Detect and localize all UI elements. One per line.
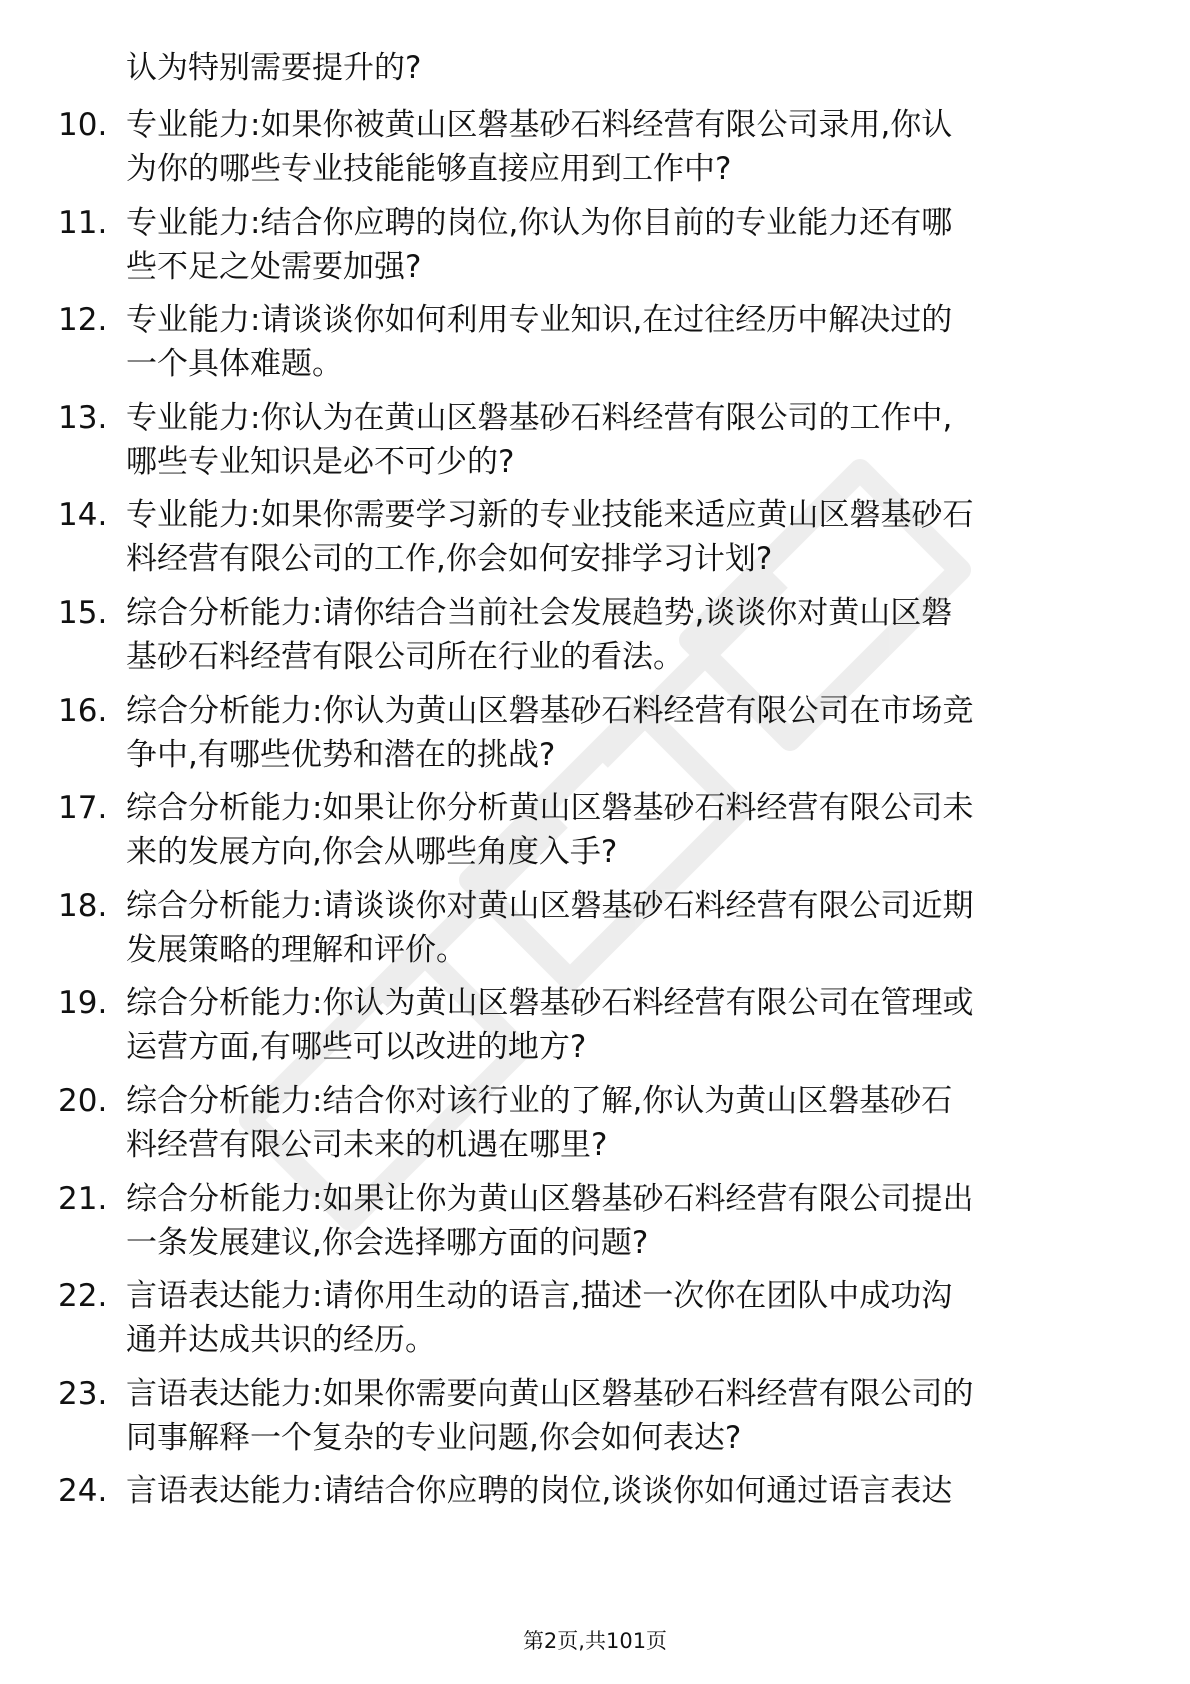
question-item [0,1372,1190,1470]
question-number: 18. [58,887,108,924]
question-line: 通并达成共识的经历。 [126,1322,436,1359]
question-line: 发展策略的理解和评价。 [126,931,467,968]
question-text [126,981,1136,1069]
question-line: 料经营有限公司未来的机遇在哪里? [126,1126,608,1163]
question-line: 哪些专业知识是必不可少的? [126,443,515,480]
question-number: 22. [58,1278,108,1315]
question-line: 综合分析能力:你认为黄山区磐基砂石料经营有限公司在市场竞 [126,692,974,729]
question-line: 一个具体难题。 [126,346,343,383]
question-text [126,201,1136,289]
question-item [0,884,1190,982]
question-number: 16. [58,692,108,729]
question-line: 同事解释一个复杂的专业问题,你会如何表达? [126,1419,742,1456]
question-item [0,786,1190,884]
question-number: 10. [58,107,108,143]
question-number: 13. [58,399,108,436]
question-line: 综合分析能力:如果让你分析黄山区磐基砂石料经营有限公司未 [126,790,974,827]
question-line: 些不足之处需要加强? [126,248,422,285]
question-item [0,1177,1190,1275]
question-line: 为你的哪些专业技能能够直接应用到工作中? [126,151,732,187]
question-text [126,493,1136,581]
question-text [126,103,1136,191]
question-line: 综合分析能力:请你结合当前社会发展趋势,谈谈你对黄山区磐 [126,594,953,631]
question-number: 15. [58,594,108,631]
question-line: 专业能力:如果你被黄山区磐基砂石料经营有限公司录用,你认 [126,107,953,143]
question-item [0,1469,1190,1567]
question-line: 专业能力:结合你应聘的岗位,你认为你目前的专业能力还有哪 [126,204,953,241]
question-item [0,1274,1190,1372]
question-line: 来的发展方向,你会从哪些角度入手? [126,834,618,871]
question-line: 一条发展建议,你会选择哪方面的问题? [126,1224,649,1261]
question-text [126,1177,1136,1265]
question-line: 言语表达能力:请结合你应聘的岗位,谈谈你如何通过语言表达 [126,1473,953,1510]
question-item [0,201,1190,299]
question-number: 20. [58,1082,108,1119]
question-list [0,103,1190,1567]
question-number: 14. [58,497,108,534]
question-number: 21. [58,1180,108,1217]
question-line: 综合分析能力:结合你对该行业的了解,你认为黄山区磐基砂石 [126,1082,953,1119]
question-text [126,1274,1136,1362]
question-text [126,884,1136,972]
question-text [126,591,1136,679]
question-item [0,396,1190,494]
question-line: 言语表达能力:如果你需要向黄山区磐基砂石料经营有限公司的 [126,1375,974,1412]
question-line: 运营方面,有哪些可以改进的地方? [126,1029,587,1066]
question-item [0,689,1190,787]
question-text [126,298,1136,386]
question-item [0,1079,1190,1177]
question-line: 专业能力:如果你需要学习新的专业技能来适应黄山区磐基砂石 [126,497,974,534]
question-item [0,591,1190,689]
question-text [126,1372,1136,1460]
question-line: 专业能力:请谈谈你如何利用专业知识,在过往经历中解决过的 [126,302,953,339]
question-number: 24. [58,1473,108,1510]
question-number: 11. [58,204,108,241]
page-footer: 第2页,共101页 [522,1629,668,1653]
question-line: 综合分析能力:你认为黄山区磐基砂石料经营有限公司在管理或 [126,985,974,1022]
question-item [0,981,1190,1079]
question-line: 言语表达能力:请你用生动的语言,描述一次你在团队中成功沟 [126,1278,953,1315]
question-line: 料经营有限公司的工作,你会如何安排学习计划? [126,541,773,578]
question-number: 17. [58,790,108,827]
question-item [0,493,1190,591]
question-number: 19. [58,985,108,1022]
question-text [126,689,1136,777]
continuation-text: 认为特别需要提升的? [126,50,422,86]
question-line: 争中,有哪些优势和潜在的挑战? [126,736,556,773]
question-number: 23. [58,1375,108,1412]
question-text [126,1469,1136,1513]
question-text [126,396,1136,484]
question-line: 专业能力:你认为在黄山区磐基砂石料经营有限公司的工作中, [126,399,953,436]
question-line: 基砂石料经营有限公司所在行业的看法。 [126,638,684,675]
question-item [0,103,1190,201]
question-number: 12. [58,302,108,339]
question-line: 综合分析能力:请谈谈你对黄山区磐基砂石料经营有限公司近期 [126,887,974,924]
question-text [126,1079,1136,1167]
question-line: 综合分析能力:如果让你为黄山区磐基砂石料经营有限公司提出 [126,1180,974,1217]
question-text [126,786,1136,874]
question-item [0,298,1190,396]
